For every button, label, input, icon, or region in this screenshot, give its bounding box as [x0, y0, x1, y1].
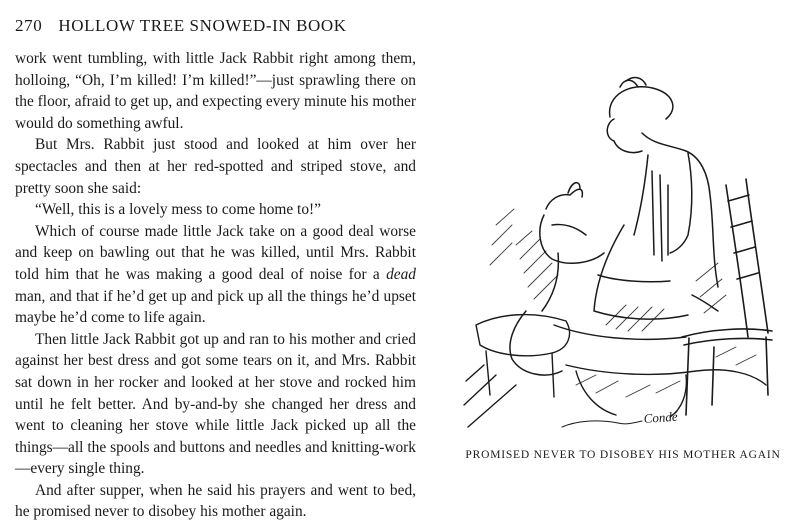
hatching-drawing: [490, 209, 756, 397]
paragraph-5: Then little Jack Rabbit got up and ran to his mother and cried against her best dress and got some tears on it, and Mrs. Rabbit sat down in her rocker and looked at her stove and rocked him until he felt better. And by-and-by she changed her dress and went to cleaning her stove while little Jack picked up all the things—all the spools and buttons and needles and knitting-work—every single thing.: [15, 330, 416, 478]
illustration-caption: PROMISED NEVER TO DISOBEY HIS MOTHER AGAIN: [465, 449, 781, 461]
stool-and-skirt-drawing: [464, 315, 766, 427]
signature-flourish: [562, 421, 642, 427]
paragraph-4: [15, 221, 416, 329]
running-header: [15, 16, 415, 36]
paragraph-2: But Mrs. Rabbit just stood and looked at him over her spectacles and then at her red-spotted and striped stove, and pretty soon she said:: [15, 136, 416, 197]
book-title: HOLLOW TREE SNOWED-IN BOOK: [58, 16, 347, 35]
paragraph-4-before: Which of course made little Jack take on a good deal worse and keep on bawling out that he was killed, until Mrs. Rabbit told him that he was making a good deal of noise for a: [15, 222, 416, 283]
paragraph-4-after: man, and that if he’d get up and pick up all the things he’d upset maybe he’d come to life again.: [15, 287, 416, 327]
mother-figure-drawing: [594, 78, 718, 320]
emphasis-dead: dead: [386, 265, 416, 283]
illustration: [456, 75, 792, 447]
page-number: 270: [15, 16, 43, 35]
right-page: [428, 0, 798, 500]
paragraph-1: work went tumbling, with little Jack Rabbit right among them, holloing, “Oh, I’m killed! I’m killed!”—just sprawling there on the floor, afraid to get up, and expecting every minute his mother would do something awful.: [15, 50, 416, 132]
rabbit-figure-drawing: [510, 183, 604, 375]
illustrator-signature: Condé: [643, 408, 679, 426]
paragraph-3: “Well, this is a lovely mess to come home to!”: [35, 201, 321, 219]
paragraph-6: And after supper, when he said his prayers and went to bed, he promised never to disobey his mother again.: [15, 481, 416, 521]
body-text: [15, 48, 416, 523]
